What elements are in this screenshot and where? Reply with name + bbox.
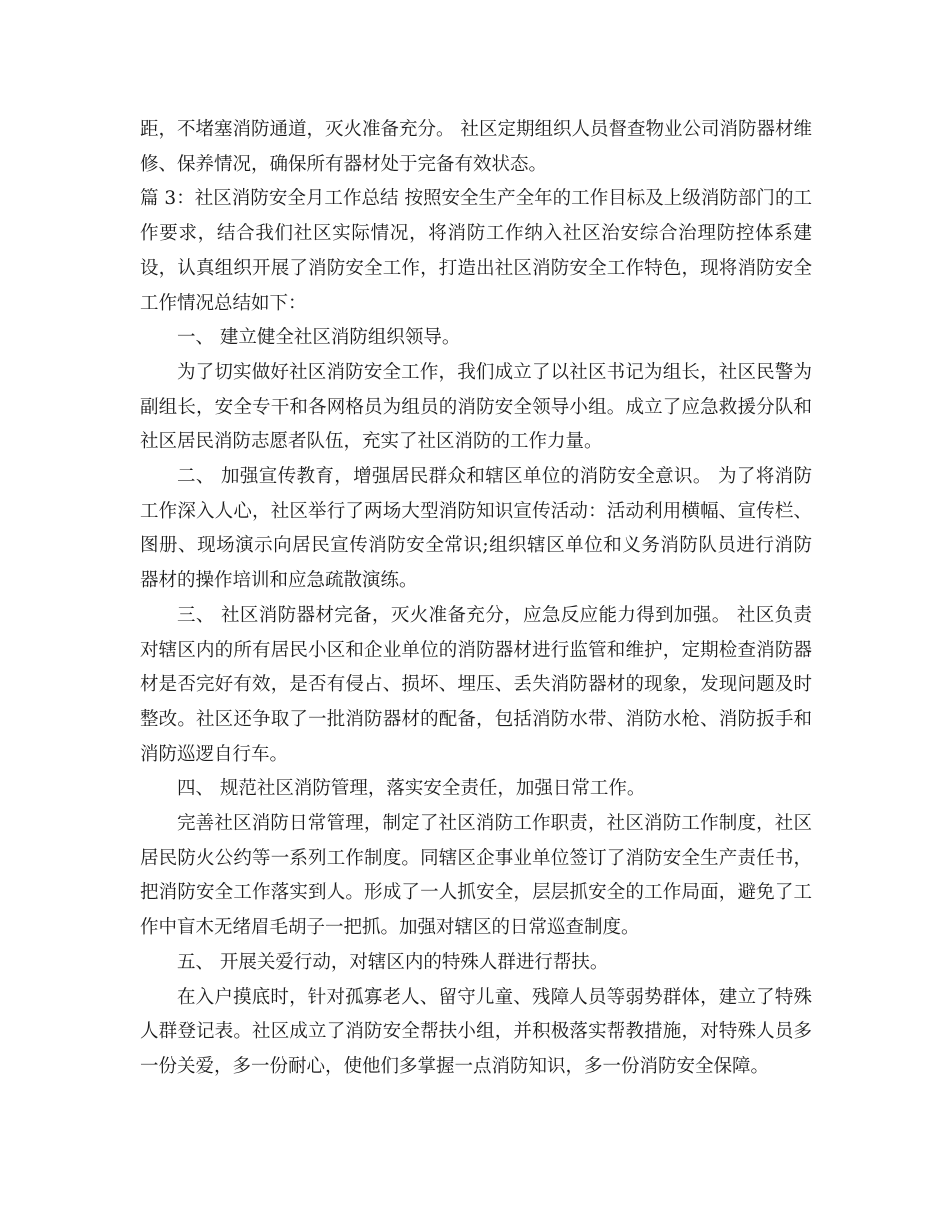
section-heading-4: 四、 规范社区消防管理，落实安全责任，加强日常工作。 — [177, 778, 646, 800]
section-heading-3: 三、 社区消防器材完备，灭火准备充分，应急反应能力得到加强。 社区负责对辖区内的所有居民小区和企业单位的消防器材进行监管和维护，定期检查消防器材是否完好有效，是否有侵占、损坏、埋压、丢失消防器材的现象，发现问题及时整改。社区还争取了一批消防器材的配备，包括消防水带、消防水枪、消防扳手和消防巡逻自行车。 — [140, 604, 812, 765]
document-body — [140, 113, 812, 1085]
paragraph-section-4: 完善社区消防日常管理，制定了社区消防工作职责，社区消防工作制度，社区居民防火公约等一系列工作制度。同辖区企事业单位签订了消防安全生产责任书，把消防安全工作落实到人。形成了一人抓安全，层层抓安全的工作局面，避免了工作中盲木无绪眉毛胡子一把抓。加强对辖区的日常巡查制度。 — [140, 813, 812, 939]
section-heading-2: 二、 加强宣传教育，增强居民群众和辖区单位的消防安全意识。 为了将消防工作深入人心，社区举行了两场大型消防知识宣传活动：活动利用横幅、宣传栏、图册、现场演示向居民宣传消防安全常识;组织辖区单位和义务消防队员进行消防器材的操作培训和应急疏散演练。 — [140, 466, 812, 592]
paragraph-continuation: 距，不堵塞消防通道，灭火准备充分。 社区定期组织人员督查物业公司消防器材维修、保养情况，确保所有器材处于完备有效状态。 — [140, 119, 812, 175]
paragraph-article-title: 篇 3：社区消防安全月工作总结 按照安全生产全年的工作目标及上级消防部门的工作要求，结合我们社区实际情况，将消防工作纳入社区治安综合治理防控体系建设，认真组织开展了消防安全工作，打造出社区消防安全工作特色，现将消防安全工作情况总结如下： — [140, 188, 812, 314]
paragraph-section-5: 在入户摸底时，针对孤寡老人、留守儿童、残障人员等弱势群体，建立了特殊人群登记表。社区成立了消防安全帮扶小组，并积极落实帮教措施，对特殊人员多一份关爱，多一份耐心，使他们多掌握一点消防知识，多一份消防安全保障。 — [140, 986, 812, 1077]
section-heading-5: 五、 开展关爱行动，对辖区内的特殊人群进行帮扶。 — [177, 951, 609, 973]
section-heading-1: 一、 建立健全社区消防组织领导。 — [177, 327, 461, 349]
paragraph-section-1: 为了切实做好社区消防安全工作，我们成立了以社区书记为组长，社区民警为副组长，安全专干和各网格员为组员的消防安全领导小组。成立了应急救援分队和社区居民消防志愿者队伍，充实了社区消防的工作力量。 — [140, 361, 812, 453]
